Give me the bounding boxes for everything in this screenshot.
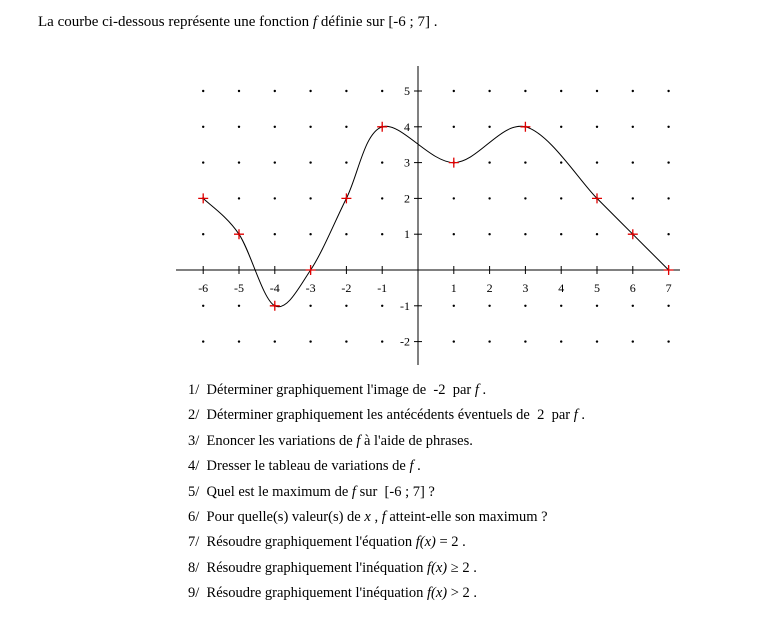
grid-dot <box>202 233 204 235</box>
question-text: 2 <box>533 407 548 424</box>
grid-dot <box>524 161 526 163</box>
grid-dot <box>560 233 562 235</box>
math-symbol: f(x) <box>415 534 436 551</box>
grid-dot <box>632 340 634 342</box>
grid-dot <box>202 161 204 163</box>
grid-dot <box>453 126 455 128</box>
grid-dot <box>560 90 562 92</box>
question-number: 1/ <box>188 382 207 398</box>
x-tick-label: -2 <box>341 281 352 295</box>
grid-dot <box>596 340 598 342</box>
question-number: 5/ <box>188 483 207 500</box>
math-symbol: f <box>409 458 414 475</box>
point-marker <box>234 229 244 239</box>
math-symbol: f <box>474 382 479 398</box>
grid-dot <box>453 305 455 307</box>
grid-dot <box>309 233 311 235</box>
question-text: Déterminer graphiquement les antécédents éventuels de <box>206 407 534 424</box>
x-tick-label: -4 <box>269 281 280 295</box>
grid-dot <box>274 90 276 92</box>
question-text: , <box>370 508 382 525</box>
grid-dot <box>632 126 634 128</box>
grid-dot <box>345 161 347 163</box>
grid-dot <box>345 305 347 307</box>
question-number: 4/ <box>188 458 207 475</box>
x-tick-label: 6 <box>629 281 636 295</box>
math-symbol: f <box>381 508 386 525</box>
question-text: par <box>547 407 574 424</box>
grid-dot <box>560 126 562 128</box>
question-number: 3/ <box>188 432 207 449</box>
question-text: -2 <box>429 382 450 398</box>
grid-dot <box>238 90 240 92</box>
question-number: 7/ <box>188 534 207 551</box>
x-tick-label: -3 <box>305 281 316 295</box>
question-text: Dresser le tableau de variations de <box>206 458 410 475</box>
question-text: Quel est le maximum de <box>206 483 352 500</box>
question-text: = 2 . <box>435 534 466 551</box>
grid-dot <box>274 161 276 163</box>
x-tick-label: -6 <box>198 281 209 295</box>
grid-dot <box>381 161 383 163</box>
x-tick-label: 4 <box>558 281 565 295</box>
point-marker <box>377 122 387 132</box>
grid-dot <box>381 197 383 199</box>
intro-text-2: définie sur <box>320 14 385 30</box>
grid-dot <box>488 126 490 128</box>
grid-dot <box>488 161 490 163</box>
math-symbol: f(x) <box>427 559 448 576</box>
grid-dot <box>524 90 526 92</box>
grid-dot <box>238 340 240 342</box>
grid-dot <box>596 233 598 235</box>
function-curve <box>203 126 668 307</box>
question-text: Résoudre graphiquement l'équation <box>206 534 416 551</box>
question-list <box>188 380 585 609</box>
grid-dot <box>632 161 634 163</box>
grid-dot <box>667 126 669 128</box>
grid-dot <box>632 305 634 307</box>
math-symbol: f(x) <box>427 585 448 602</box>
y-tick-label: 5 <box>404 84 410 98</box>
question-number: 8/ <box>188 559 207 576</box>
point-marker <box>520 122 530 132</box>
intro-interval: [-6 ; 7] . <box>388 14 438 30</box>
question-number: 9/ <box>188 585 207 602</box>
grid-dot <box>596 126 598 128</box>
grid-dot <box>488 340 490 342</box>
x-tick-label: 3 <box>522 281 529 295</box>
grid-dot <box>524 340 526 342</box>
x-tick-label: -5 <box>234 281 244 295</box>
grid-dot <box>632 197 634 199</box>
grid-dot <box>274 233 276 235</box>
question-text: Résoudre graphiquement l'inéquation <box>206 559 427 576</box>
grid-dot <box>345 233 347 235</box>
grid-dot <box>309 161 311 163</box>
intro-text-1: La courbe ci-dessous représente une fonction <box>38 14 310 30</box>
grid-dot <box>453 90 455 92</box>
grid-dot <box>488 197 490 199</box>
grid-dot <box>667 233 669 235</box>
grid-dot <box>488 233 490 235</box>
grid-dot <box>488 305 490 307</box>
grid-dot <box>596 305 598 307</box>
question-text: [-6 ; 7] ? <box>380 483 435 500</box>
grid-dot <box>632 90 634 92</box>
math-symbol: f <box>573 407 578 424</box>
grid-dot <box>560 305 562 307</box>
y-tick-label: 4 <box>404 119 410 134</box>
grid-dot <box>381 233 383 235</box>
question-text: Pour quelle(s) valeur(s) de <box>206 508 365 525</box>
grid-dot <box>238 126 240 128</box>
question-text: sur <box>355 483 381 500</box>
axes <box>176 66 680 365</box>
grid-dot <box>667 305 669 307</box>
x-tick-label: -1 <box>377 281 388 295</box>
x-tick-label: 5 <box>594 281 600 295</box>
x-tick-label: 1 <box>450 281 457 295</box>
x-tick-label: 7 <box>665 281 672 295</box>
x-tick-label: 2 <box>486 281 493 295</box>
question-text: atteint-elle son maximum ? <box>385 508 548 525</box>
intro-function-name: f <box>312 14 318 30</box>
grid-dot <box>667 161 669 163</box>
grid-dot <box>667 340 669 342</box>
grid-dot <box>596 161 598 163</box>
question-text: . <box>577 407 586 424</box>
grid-dot <box>202 340 204 342</box>
grid-dot <box>381 340 383 342</box>
grid-dot <box>202 90 204 92</box>
grid-dot <box>274 340 276 342</box>
y-tick-label: 1 <box>404 227 410 242</box>
y-tick-label: -2 <box>400 334 410 349</box>
question-text: . <box>478 382 487 398</box>
grid-dot <box>345 126 347 128</box>
question-text: Déterminer graphiquement l'image de <box>206 382 430 398</box>
grid-dot <box>202 305 204 307</box>
grid-dot <box>560 340 562 342</box>
grid-dot <box>524 197 526 199</box>
question-text: par <box>449 382 475 398</box>
question-item <box>188 405 585 430</box>
question-number: 6/ <box>188 508 207 525</box>
y-axis-ticks <box>400 84 422 349</box>
grid-dot <box>345 90 347 92</box>
grid-dot <box>274 197 276 199</box>
point-marker <box>449 158 459 168</box>
question-number: 2/ <box>188 407 207 424</box>
question-text: à l'aide de phrases. <box>360 432 473 449</box>
grid-dot <box>202 126 204 128</box>
grid-dot <box>524 305 526 307</box>
grid-dot <box>309 90 311 92</box>
math-symbol: f <box>351 483 356 500</box>
y-tick-label: -1 <box>400 298 410 313</box>
question-text: > 2 . <box>447 585 478 602</box>
question-text: . <box>413 458 421 475</box>
point-marker <box>341 193 351 203</box>
grid-dot <box>596 90 598 92</box>
question-item <box>188 558 585 583</box>
question-text: Résoudre graphiquement l'inéquation <box>206 585 427 602</box>
grid-dot <box>238 305 240 307</box>
grid-dot <box>381 305 383 307</box>
question-text: Enoncer les variations de <box>206 432 357 449</box>
question-item <box>188 380 585 405</box>
question-item <box>188 532 585 557</box>
question-item <box>188 507 585 532</box>
grid-dot <box>560 197 562 199</box>
question-item <box>188 456 585 481</box>
math-symbol: f <box>356 432 361 449</box>
y-tick-label: 2 <box>404 191 410 206</box>
point-marker <box>306 265 316 275</box>
grid-dot <box>309 305 311 307</box>
grid-dots <box>202 90 670 343</box>
question-text: ≥ 2 . <box>447 559 477 576</box>
grid-dot <box>488 90 490 92</box>
grid-dot <box>345 340 347 342</box>
question-item <box>188 482 585 507</box>
question-item <box>188 583 585 608</box>
grid-dot <box>453 340 455 342</box>
question-item <box>188 431 585 456</box>
grid-dot <box>274 126 276 128</box>
math-symbol: x <box>364 508 371 525</box>
grid-dot <box>238 161 240 163</box>
grid-dot <box>667 197 669 199</box>
grid-dot <box>524 233 526 235</box>
grid-dot <box>453 233 455 235</box>
grid-dot <box>309 197 311 199</box>
y-tick-label: 3 <box>404 155 410 170</box>
grid-dot <box>453 197 455 199</box>
grid-dot <box>560 161 562 163</box>
grid-dot <box>238 197 240 199</box>
grid-dot <box>309 126 311 128</box>
grid-dot <box>381 90 383 92</box>
grid-dot <box>667 90 669 92</box>
grid-dot <box>309 340 311 342</box>
